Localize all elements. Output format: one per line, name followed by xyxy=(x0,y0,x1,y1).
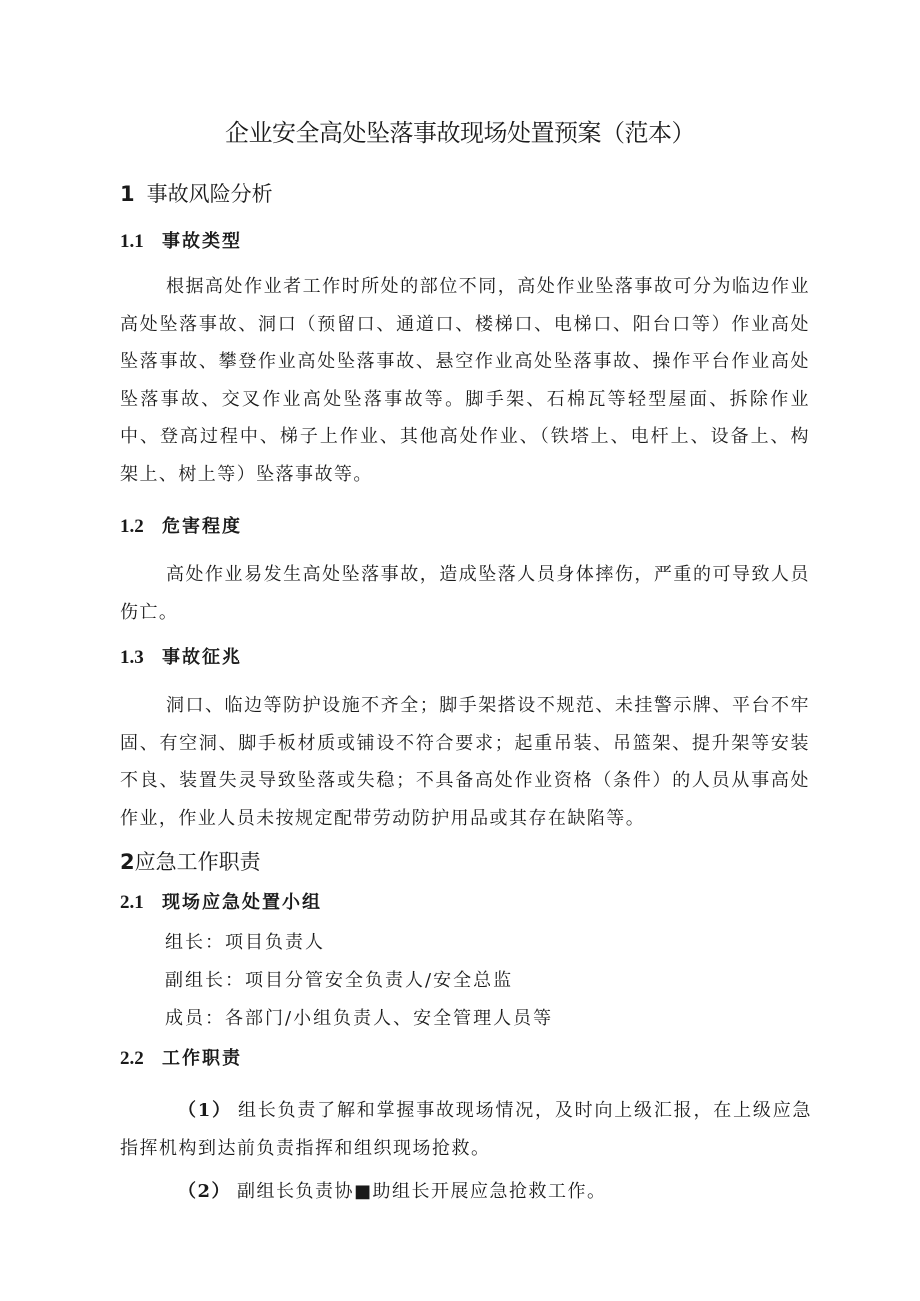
subsection-number: 1.2 xyxy=(120,516,144,537)
section-number: 1 xyxy=(120,182,135,206)
subsection-title: 危害程度 xyxy=(162,516,242,537)
subsection-title: 现场应急处置小组 xyxy=(162,892,322,913)
document-title: 企业安全高处坠落事故现场处置预案（范本） xyxy=(225,119,695,147)
subsection-2-2-heading xyxy=(120,1044,242,1070)
paragraph-accident-signs: 洞口、临边等防护设施不齐全；脚手架搭设不规范、未挂警示牌、平台不牢固、有空洞、脚手板材质或铺设不符合要求；起重吊装、吊篮架、提升架等安装不良、装置失灵导致坠落或失稳；不具备高处作业资格（条件）的人员从事高处作业，作业人员未按规定配带劳动防护用品或其存在缺陷等。 xyxy=(120,695,810,829)
duty-number: （1） xyxy=(178,1100,232,1121)
subsection-number: 2.1 xyxy=(120,892,144,913)
duty-text: 副组长负责协■助组长开展应急抢救工作。 xyxy=(237,1181,607,1202)
section-number: 2 xyxy=(120,850,135,874)
section-1-heading xyxy=(120,178,273,208)
duty-item-1 xyxy=(120,1092,812,1168)
role-leader: 组长：项目负责人 xyxy=(165,932,325,953)
role-members: 成员：各部门/小组负责人、安全管理人员等 xyxy=(165,1008,554,1029)
subsection-title: 事故征兆 xyxy=(162,647,242,668)
subsection-1-1-heading xyxy=(120,227,242,253)
section-title: 事故风险分析 xyxy=(146,182,273,206)
paragraph-accident-types: 根据高处作业者工作时所处的部位不同，高处作业坠落事故可分为临边作业高处坠落事故、洞口（预留口、通道口、楼梯口、电梯口、阳台口等）作业高处坠落事故、攀登作业高处坠落事故、悬空作业高处坠落事故、操作平台作业高处坠落事故、交叉作业高处坠落事故等。脚手架、石棉瓦等轻型屋面、拆除作业中、登高过程中、梯子上作业、其他高处作业、（铁塔上、电杆上、设备上、构架上、树上等）坠落事故等。 xyxy=(120,276,810,485)
duty-item-2 xyxy=(120,1173,812,1211)
role-deputy-leader: 副组长：项目分管安全负责人/安全总监 xyxy=(165,970,514,991)
subsection-title: 工作职责 xyxy=(162,1048,242,1069)
paragraph-hazard-degree: 高处作业易发生高处坠落事故，造成坠落人员身体摔伤，严重的可导致人员伤亡。 xyxy=(120,564,810,623)
section-title: 应急工作职责 xyxy=(134,850,261,874)
subsection-title: 事故类型 xyxy=(162,231,242,252)
duty-number: （2） xyxy=(178,1181,232,1202)
subsection-2-1-heading xyxy=(120,888,322,914)
subsection-number: 2.2 xyxy=(120,1048,144,1069)
subsection-number: 1.1 xyxy=(120,231,144,252)
section-2-heading xyxy=(120,846,261,876)
subsection-1-3-heading xyxy=(120,643,242,669)
duty-text: 组长负责了解和掌握事故现场情况，及时向上级汇报，在上级应急指挥机构到达前负责指挥和组织现场抢救。 xyxy=(120,1100,813,1159)
subsection-number: 1.3 xyxy=(120,647,144,668)
subsection-1-2-heading xyxy=(120,512,242,538)
